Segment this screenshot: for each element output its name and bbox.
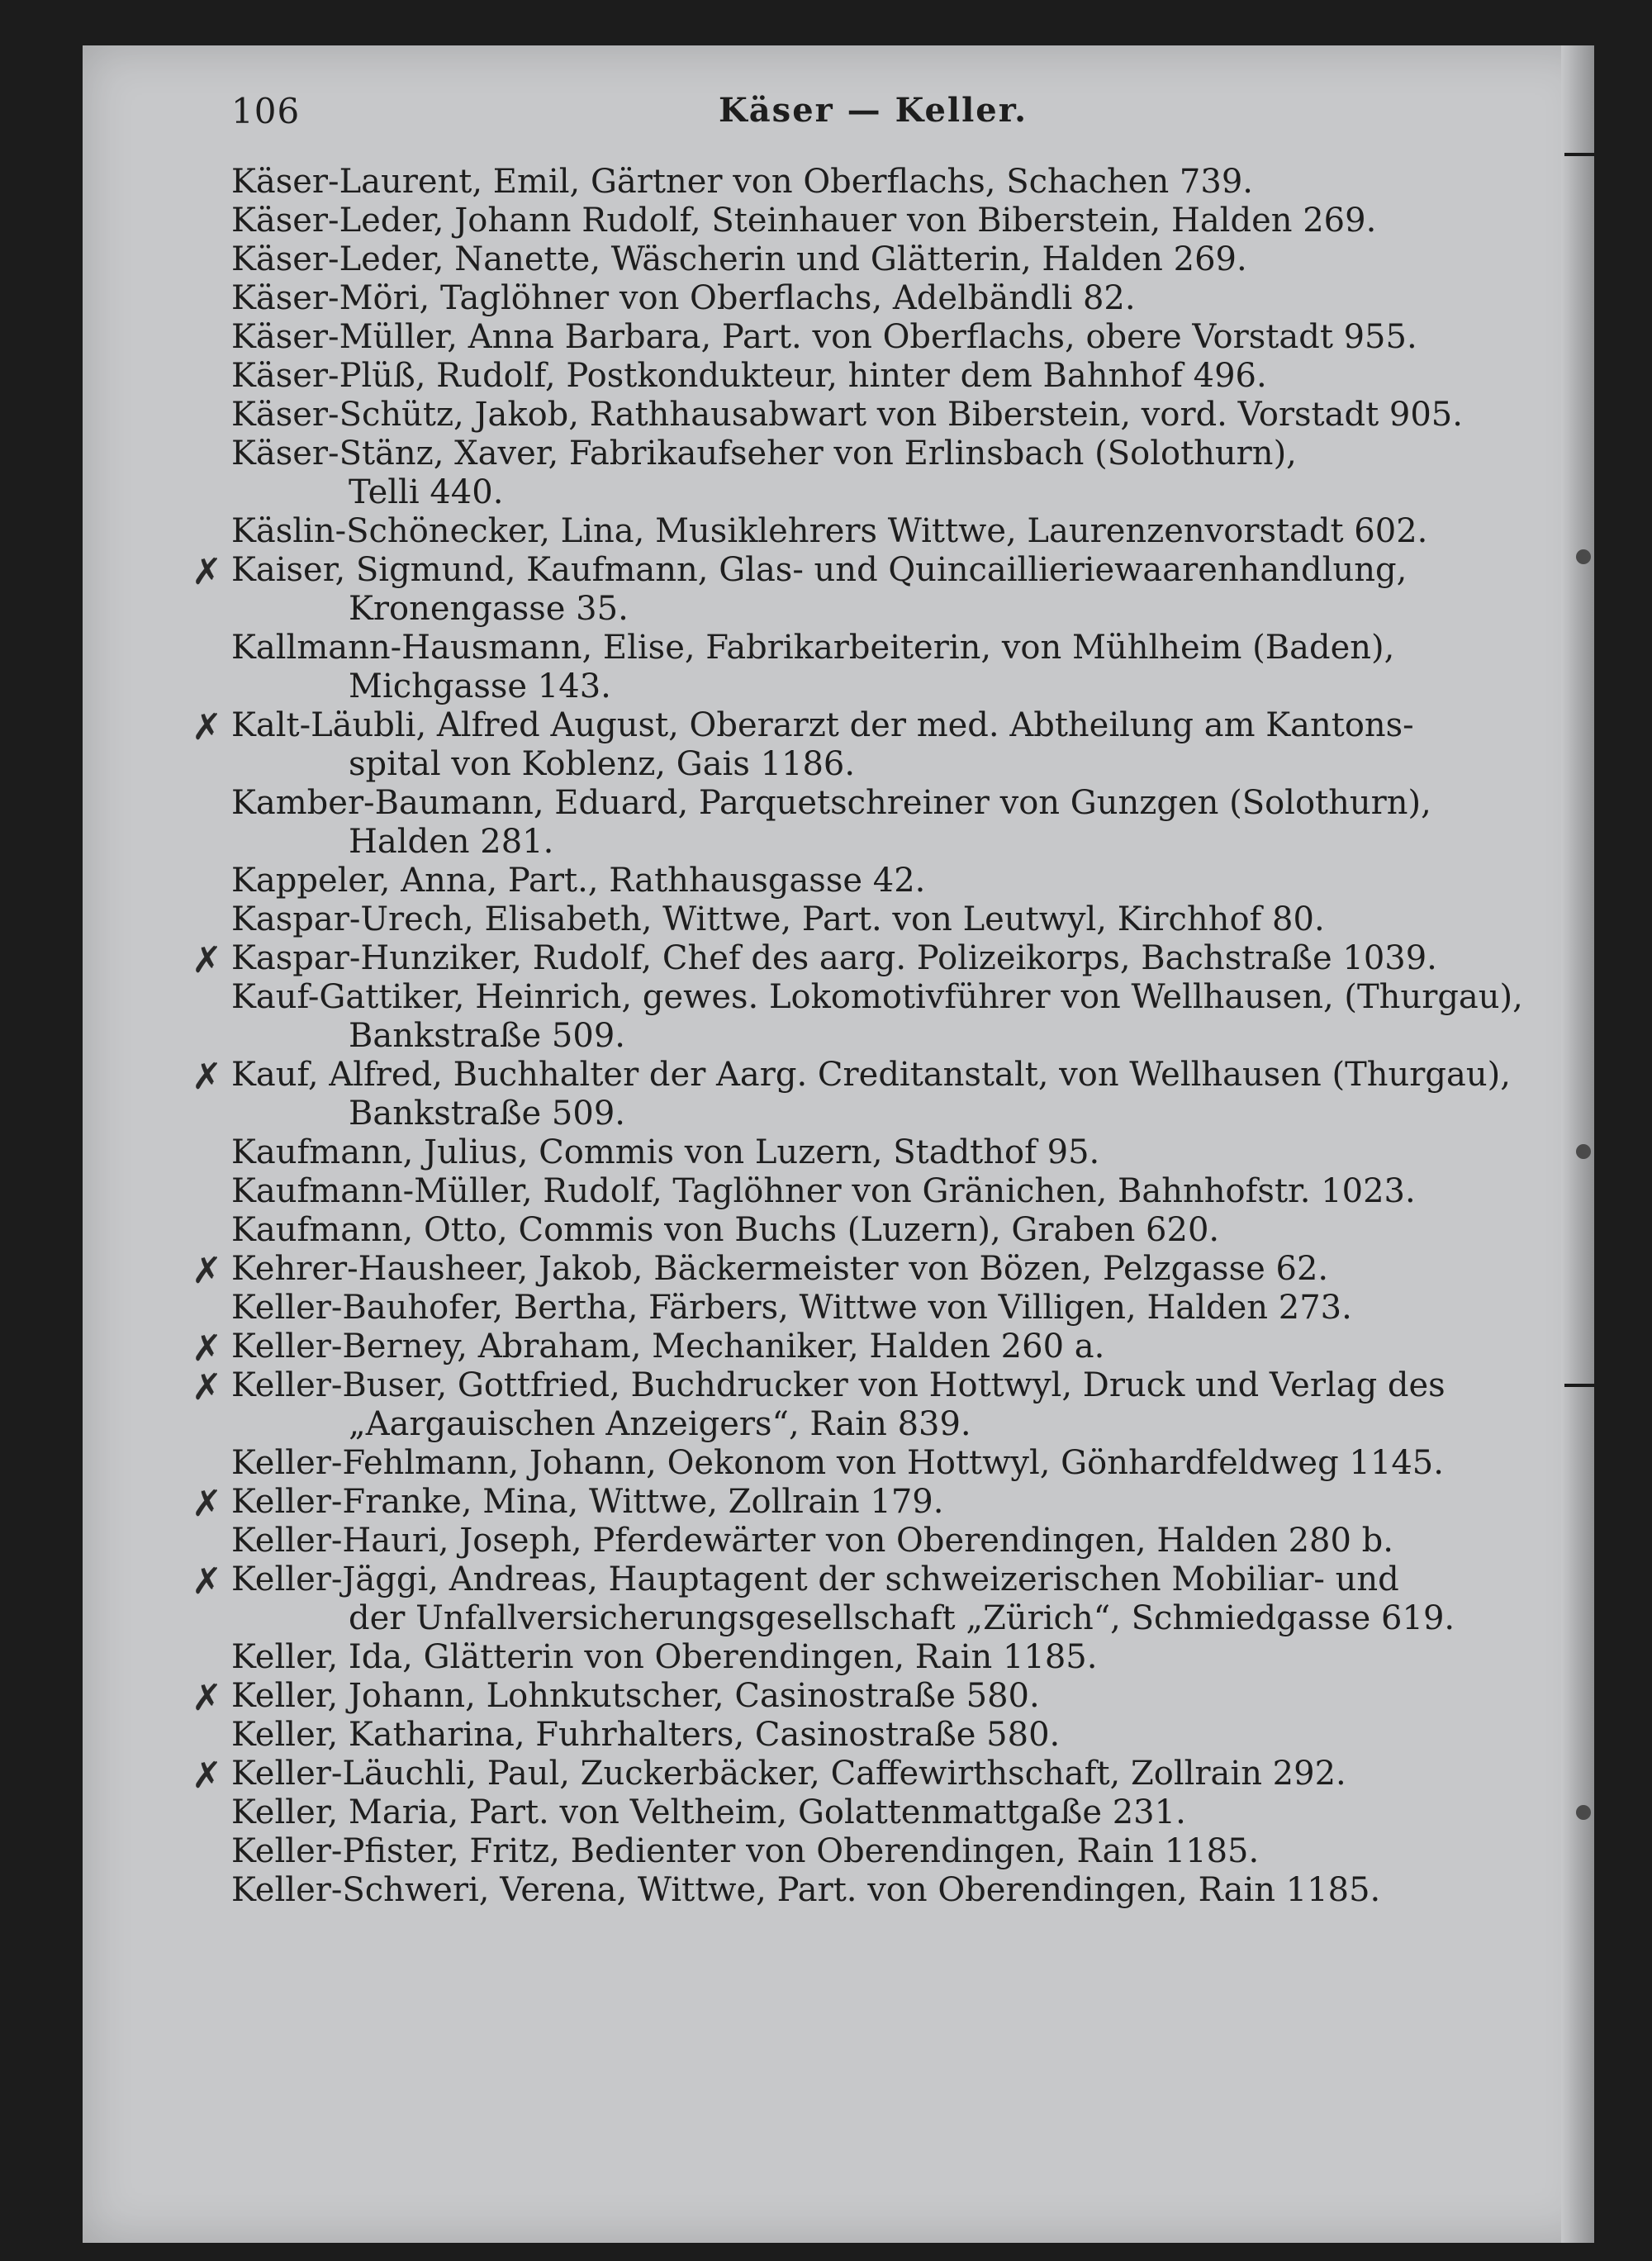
handwritten-cross-mark: ✗ <box>192 1328 222 1370</box>
directory-entry <box>192 1366 1446 1444</box>
entry-text: Keller-Buser, Gottfried, Buchdrucker von Hottwyl, Druck und Verlag des <box>231 1366 1446 1404</box>
entry-continuation-text: Bankstraße 509. <box>349 1017 625 1055</box>
binding-hole-mark <box>1576 1144 1591 1159</box>
entry-text: Keller-Hauri, Joseph, Pferdewärter von Oberendingen, Halden 280 b. <box>231 1522 1393 1560</box>
handwritten-cross-mark: ✗ <box>192 706 222 748</box>
directory-entry <box>231 396 1463 435</box>
directory-entry <box>231 1793 1421 1832</box>
entry-text: Kaspar-Urech, Elisabeth, Wittwe, Part. von Leutwyl, Kirchhof 80. <box>231 900 1325 938</box>
entry-text: Kalt-Läubli, Alfred August, Oberarzt der med. Abtheilung am Kantons- <box>231 706 1414 744</box>
entry-text: Keller-Berney, Abraham, Mechaniker, Halden 260 a. <box>231 1328 1105 1366</box>
entry-text: Keller-Schweri, Verena, Wittwe, Part. von Oberendingen, Rain 1185. <box>231 1871 1381 1909</box>
entry-text: Kauf, Alfred, Buchhalter der Aarg. Creditanstalt, von Wellhausen (Thurgau), <box>231 1056 1511 1094</box>
entry-text: Keller, Katharina, Fuhrhalters, Casinostraße 580. <box>231 1716 1061 1754</box>
edge-tick-mark <box>1564 1384 1594 1387</box>
entry-continuation-text: Michgasse 143. <box>349 667 611 705</box>
binding-hole-mark <box>1576 549 1591 564</box>
directory-entry <box>231 862 1421 900</box>
handwritten-cross-mark: ✗ <box>192 1755 222 1797</box>
entry-text: Keller, Johann, Lohnkutscher, Casinostraße 580. <box>231 1677 1040 1715</box>
directory-entry <box>231 279 1421 318</box>
directory-entries <box>192 163 1523 1910</box>
entry-text: Kallmann-Hausmann, Elise, Fabrikarbeiterin, von Mühlheim (Baden), <box>231 629 1395 667</box>
entry-continuation-text: spital von Koblenz, Gais 1186. <box>349 745 856 783</box>
directory-entry <box>231 1638 1421 1677</box>
handwritten-cross-mark: ✗ <box>192 1677 222 1719</box>
handwritten-cross-mark: ✗ <box>192 939 222 981</box>
handwritten-cross-mark: ✗ <box>192 1560 222 1603</box>
edge-tick-mark <box>1564 153 1594 156</box>
entry-text: Käser-Müller, Anna Barbara, Part. von Oberflachs, obere Vorstadt 955. <box>231 318 1417 356</box>
directory-entry <box>231 512 1428 551</box>
directory-entry <box>231 1133 1421 1172</box>
entry-continuation-text: Telli 440. <box>349 473 504 511</box>
entry-text: Kauf-Gattiker, Heinrich, gewes. Lokomotivführer von Wellhausen, (Thurgau), <box>231 978 1523 1016</box>
entry-continuation-text: der Unfallversicherungsgesellschaft „Zürich“, Schmiedgasse 619. <box>349 1599 1455 1637</box>
entry-text: Kaiser, Sigmund, Kaufmann, Glas- und Quincaillieriewaarenhandlung, <box>231 551 1408 589</box>
directory-entry <box>231 435 1421 512</box>
entry-text: Keller, Ida, Glätterin von Oberendingen, Rain 1185. <box>231 1638 1098 1676</box>
directory-entry <box>192 1677 1421 1719</box>
entry-text: Kamber-Baumann, Eduard, Parquetschreiner von Gunzgen (Solothurn), <box>231 784 1431 822</box>
handwritten-cross-mark: ✗ <box>192 1483 222 1525</box>
directory-entry <box>231 978 1523 1056</box>
directory-entry <box>192 1755 1421 1797</box>
entry-text: Kehrer-Hausheer, Jakob, Bäckermeister von Bözen, Pelzgasse 62. <box>231 1250 1329 1288</box>
directory-entry <box>231 900 1421 939</box>
entry-text: Käser-Laurent, Emil, Gärtner von Oberflachs, Schachen 739. <box>231 163 1253 201</box>
page-header <box>231 91 1446 149</box>
entry-text: Keller-Läuchli, Paul, Zuckerbäcker, Caffewirthschaft, Zollrain 292. <box>231 1755 1346 1793</box>
entry-text: Käslin-Schönecker, Lina, Musiklehrers Wittwe, Laurenzenvorstadt 602. <box>231 512 1428 550</box>
running-head: Käser — Keller. <box>719 91 1028 130</box>
entry-text: Käser-Schütz, Jakob, Rathhausabwart von Biberstein, vord. Vorstadt 905. <box>231 396 1463 434</box>
entry-text: Keller, Maria, Part. von Veltheim, Golattenmattgaße 231. <box>231 1793 1186 1831</box>
directory-entry <box>192 1483 1421 1525</box>
entry-text: Kaufmann, Julius, Commis von Luzern, Stadthof 95. <box>231 1133 1100 1171</box>
entry-text: Käser-Leder, Nanette, Wäscherin und Glätterin, Halden 269. <box>231 240 1247 278</box>
entry-text: Keller-Fehlmann, Johann, Oekonom von Hottwyl, Gönhardfeldweg 1145. <box>231 1444 1444 1482</box>
entry-text: Käser-Möri, Taglöhner von Oberflachs, Adelbändli 82. <box>231 279 1136 317</box>
directory-entry <box>192 551 1421 629</box>
directory-entry <box>231 1172 1421 1211</box>
directory-entry <box>231 784 1431 862</box>
directory-entry <box>231 629 1421 706</box>
directory-entry <box>192 1250 1421 1292</box>
directory-entry <box>231 357 1421 396</box>
page-number: 106 <box>231 91 301 131</box>
page-edge-shadow <box>1561 45 1594 2243</box>
entry-text: Keller-Bauhofer, Bertha, Färbers, Wittwe von Villigen, Halden 273. <box>231 1289 1352 1327</box>
directory-entry <box>231 163 1421 202</box>
entry-continuation-text: Kronengasse 35. <box>349 590 629 628</box>
entry-text: Kaufmann-Müller, Rudolf, Taglöhner von Gränichen, Bahnhofstr. 1023. <box>231 1172 1416 1210</box>
directory-entry <box>231 1211 1421 1250</box>
handwritten-cross-mark: ✗ <box>192 551 222 593</box>
directory-entry <box>192 939 1437 981</box>
entry-text: Kappeler, Anna, Part., Rathhausgasse 42. <box>231 862 926 900</box>
binding-hole-mark <box>1576 1805 1591 1820</box>
entry-continuation-text: Halden 281. <box>349 823 554 861</box>
directory-entry <box>231 1871 1421 1910</box>
directory-entry <box>192 1056 1511 1133</box>
entry-text: Keller-Pfister, Fritz, Bedienter von Oberendingen, Rain 1185. <box>231 1832 1260 1870</box>
entry-text: Keller-Franke, Mina, Wittwe, Zollrain 179. <box>231 1483 944 1521</box>
entry-text: Käser-Stänz, Xaver, Fabrikaufseher von Erlinsbach (Solothurn), <box>231 435 1297 473</box>
directory-entry <box>192 1560 1455 1638</box>
directory-entry <box>231 1716 1421 1755</box>
directory-entry <box>231 202 1421 240</box>
handwritten-cross-mark: ✗ <box>192 1250 222 1292</box>
entry-text: Käser-Plüß, Rudolf, Postkondukteur, hinter dem Bahnhof 496. <box>231 357 1267 395</box>
directory-entry <box>231 1832 1421 1871</box>
directory-entry <box>192 1328 1421 1370</box>
directory-entry <box>192 706 1421 784</box>
entry-text: Käser-Leder, Johann Rudolf, Steinhauer von Biberstein, Halden 269. <box>231 202 1377 240</box>
handwritten-cross-mark: ✗ <box>192 1056 222 1098</box>
entry-text: Keller-Jäggi, Andreas, Hauptagent der schweizerischen Mobiliar- und <box>231 1560 1399 1598</box>
directory-entry <box>231 318 1421 357</box>
handwritten-cross-mark: ✗ <box>192 1366 222 1408</box>
entry-text: Kaufmann, Otto, Commis von Buchs (Luzern), Graben 620. <box>231 1211 1220 1249</box>
directory-entry <box>231 1444 1444 1483</box>
entry-continuation-text: Bankstraße 509. <box>349 1095 625 1133</box>
directory-entry <box>231 240 1421 279</box>
entry-continuation-text: „Aargauischen Anzeigers“, Rain 839. <box>349 1405 971 1443</box>
directory-entry <box>231 1522 1421 1560</box>
entry-text: Kaspar-Hunziker, Rudolf, Chef des aarg. Polizeikorps, Bachstraße 1039. <box>231 939 1437 977</box>
directory-entry <box>231 1289 1421 1328</box>
